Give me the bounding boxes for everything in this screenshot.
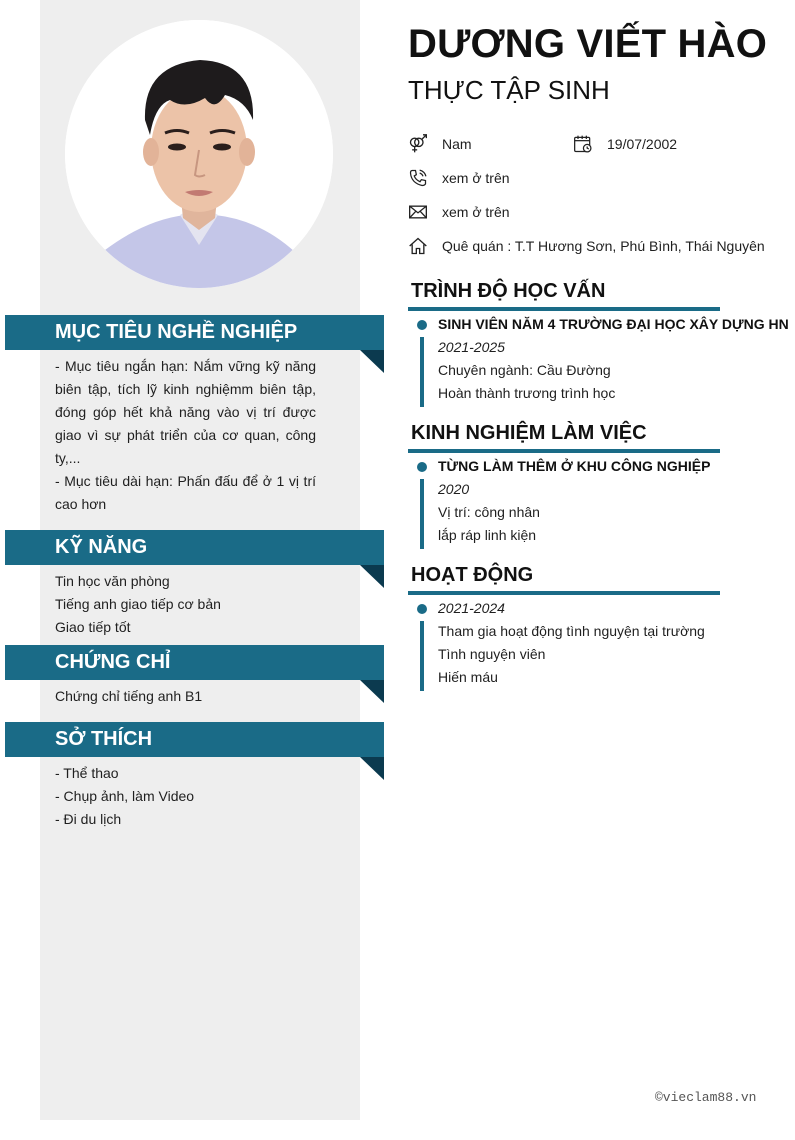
birthday-row <box>572 133 677 155</box>
section-divider <box>408 449 720 453</box>
objective-ribbon <box>5 315 384 350</box>
timeline-line <box>420 337 424 407</box>
education-line: Hoàn thành trương trình học <box>438 385 616 401</box>
experience-period: 2020 <box>438 481 470 497</box>
skills-ribbon <box>5 530 384 565</box>
avatar <box>65 20 333 288</box>
ribbon-fold <box>360 680 384 703</box>
profile-photo <box>65 20 333 288</box>
skill-item: Tin học văn phòng <box>55 573 170 589</box>
certificates-list <box>55 685 316 708</box>
activity-line: Hiến máu <box>438 669 498 685</box>
home-icon <box>407 235 429 257</box>
timeline-dot <box>417 604 427 614</box>
hobbies-title: SỞ THÍCH <box>55 728 153 750</box>
email-value: xem ở trên <box>442 204 510 220</box>
timeline-line <box>420 479 424 549</box>
section-divider <box>408 591 720 595</box>
objective-long-term: - Mục tiêu dài hạn: Phấn đấu để ở 1 vị trí cao hơn <box>55 473 316 512</box>
address-row <box>407 235 765 257</box>
gender-value: Nam <box>442 136 472 152</box>
gender-icon <box>407 133 429 155</box>
mail-icon <box>407 201 429 223</box>
footer-watermark: ©vieclam88.vn <box>655 1090 757 1105</box>
phone-value: xem ở trên <box>442 170 510 186</box>
activities-period: 2021-2024 <box>438 600 505 616</box>
education-line: Chuyên ngành: Cầu Đường <box>438 362 611 378</box>
ribbon-fold <box>360 757 384 780</box>
skill-item: Giao tiếp tốt <box>55 619 131 635</box>
phone-row <box>407 167 510 189</box>
skill-item: Tiếng anh giao tiếp cơ bản <box>55 596 221 612</box>
education-heading: SINH VIÊN NĂM 4 TRƯỜNG ĐẠI HỌC XÂY DỰNG HN <box>438 316 789 332</box>
birthday-value: 19/07/2002 <box>607 136 678 152</box>
candidate-name: DƯƠNG VIẾT HÀO <box>408 22 768 66</box>
hobby-item: - Chụp ảnh, làm Video <box>55 788 195 804</box>
activity-line: Tham gia hoạt động tình nguyện tại trường <box>438 623 705 639</box>
education-period: 2021-2025 <box>438 339 505 355</box>
section-divider <box>408 307 720 311</box>
hobby-item: - Đi du lịch <box>55 811 122 827</box>
experience-title: KINH NGHIỆM LÀM VIỆC <box>411 422 647 444</box>
timeline-dot <box>417 320 427 330</box>
objective-text <box>55 355 316 516</box>
experience-heading: TỪNG LÀM THÊM Ở KHU CÔNG NGHIỆP <box>438 458 711 474</box>
objective-short-term: - Mục tiêu ngắn hạn: Nắm vững kỹ năng biên tập, tích lỹ kinh nghiệmm biên tập, đóng góp hết khả năng vào vị trí được giao vì sự phát triển của cơ quan, công ty,... <box>55 358 316 466</box>
objective-title: MỤC TIÊU NGHỀ NGHIỆP <box>55 321 298 343</box>
certificate-item: Chứng chỉ tiếng anh B1 <box>55 688 203 704</box>
certificates-ribbon <box>5 645 384 680</box>
experience-line: Vị trí: công nhân <box>438 504 540 520</box>
email-row <box>407 201 510 223</box>
skills-title: KỸ NĂNG <box>55 536 148 558</box>
ribbon-fold <box>360 565 384 588</box>
timeline-line <box>420 621 424 691</box>
timeline-dot <box>417 462 427 472</box>
experience-line: lắp ráp linh kiện <box>438 527 537 543</box>
activities-title: HOẠT ĐỘNG <box>411 564 534 586</box>
hobbies-ribbon <box>5 722 384 757</box>
phone-icon <box>407 167 429 189</box>
education-title: TRÌNH ĐỘ HỌC VẤN <box>411 280 606 302</box>
hobbies-list <box>55 762 316 831</box>
candidate-role: THỰC TẬP SINH <box>408 75 610 105</box>
certificates-title: CHỨNG CHỈ <box>55 651 171 673</box>
calendar-icon <box>572 133 594 155</box>
activity-line: Tình nguyện viên <box>438 646 546 662</box>
ribbon-fold <box>360 350 384 373</box>
skills-list <box>55 570 316 639</box>
address-value: Quê quán : T.T Hương Sơn, Phú Bình, Thái Nguyên <box>442 238 765 254</box>
hobby-item: - Thể thao <box>55 765 119 781</box>
gender-row <box>407 133 472 155</box>
